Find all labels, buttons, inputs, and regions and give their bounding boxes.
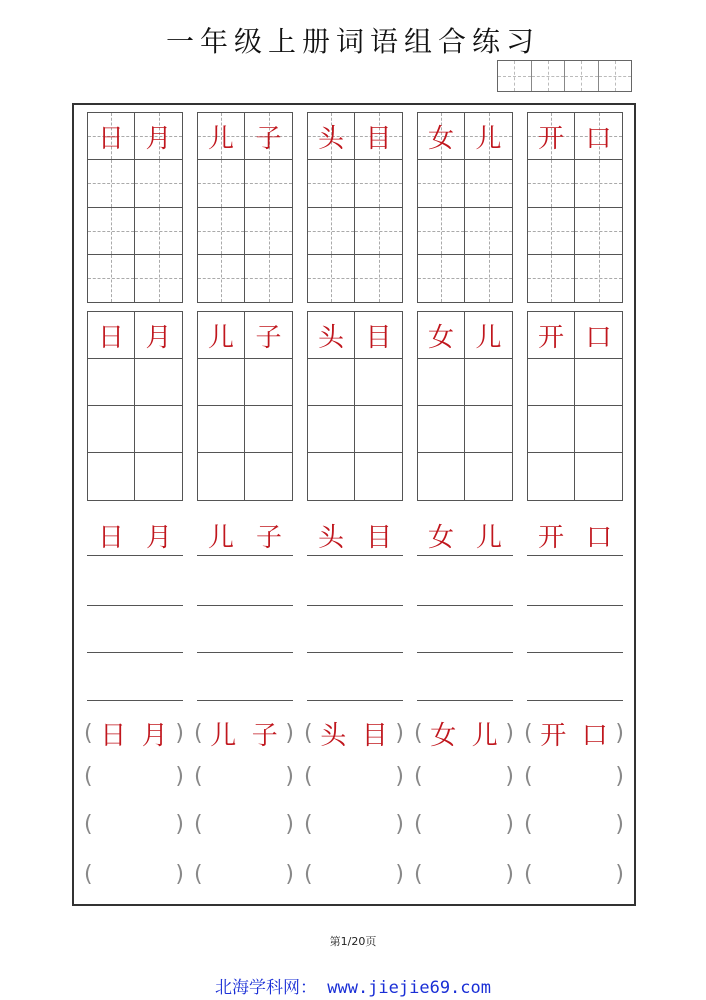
practice-cell[interactable] — [308, 208, 355, 255]
practice-cell[interactable] — [528, 160, 575, 207]
paren-open: ( — [414, 861, 423, 887]
example-char: 口 — [585, 123, 612, 154]
practice-cell[interactable] — [575, 359, 622, 406]
paren-open: ( — [414, 811, 423, 837]
paren-close: ) — [395, 763, 404, 789]
practice-cell[interactable] — [418, 359, 465, 406]
example-char: 儿 — [210, 720, 237, 751]
practice-cell[interactable] — [198, 406, 245, 453]
paren-open: ( — [194, 720, 203, 746]
paren-open: ( — [304, 763, 313, 789]
example-char-cell — [198, 113, 245, 160]
example-char-cell — [418, 312, 465, 359]
paren-blank[interactable] — [194, 856, 294, 892]
practice-cell[interactable] — [418, 406, 465, 453]
writing-line[interactable] — [87, 699, 183, 701]
practice-cell[interactable] — [355, 160, 402, 207]
example-char: 目 — [365, 123, 392, 154]
example-char: 口 — [585, 322, 612, 353]
paren-close: ) — [175, 861, 184, 887]
practice-cell[interactable] — [465, 160, 512, 207]
practice-cell[interactable] — [418, 160, 465, 207]
paren-open: ( — [84, 811, 93, 837]
paren-open: ( — [84, 763, 93, 789]
example-char-cell — [575, 312, 622, 359]
practice-cell[interactable] — [88, 208, 135, 255]
paren-blank[interactable] — [524, 806, 624, 842]
paren-blank[interactable] — [304, 758, 404, 794]
example-char: 开 — [537, 322, 564, 353]
example-char-cell — [88, 113, 135, 160]
example-char: 儿 — [207, 322, 234, 353]
practice-cell[interactable] — [528, 453, 575, 500]
practice-cell[interactable] — [135, 406, 182, 453]
writing-line[interactable] — [197, 699, 293, 701]
example-char: 目 — [365, 322, 392, 353]
paren-close: ) — [615, 861, 624, 887]
practice-cell[interactable] — [575, 453, 622, 500]
practice-cell[interactable] — [418, 208, 465, 255]
paren-close: ) — [175, 763, 184, 789]
practice-cell[interactable] — [198, 453, 245, 500]
paren-close: ) — [615, 763, 624, 789]
practice-cell[interactable] — [135, 255, 182, 302]
writing-line[interactable] — [307, 699, 403, 701]
paren-blank[interactable] — [524, 856, 624, 892]
paren-close: ) — [395, 861, 404, 887]
paren-blank[interactable] — [304, 806, 404, 842]
practice-cell[interactable] — [245, 255, 292, 302]
writing-line[interactable] — [307, 604, 403, 606]
example-char-cell — [528, 312, 575, 359]
practice-cell[interactable] — [308, 406, 355, 453]
paren-open: ( — [414, 720, 423, 746]
paren-open: ( — [524, 861, 533, 887]
paren-open: ( — [84, 720, 93, 746]
paren-blank[interactable] — [524, 758, 624, 794]
paren-close: ) — [615, 720, 624, 746]
practice-cell[interactable] — [308, 453, 355, 500]
practice-cell[interactable] — [308, 255, 355, 302]
practice-cell[interactable] — [245, 359, 292, 406]
practice-cell[interactable] — [355, 255, 402, 302]
paren-content — [203, 715, 286, 752]
score-box — [497, 60, 632, 92]
paren-blank[interactable] — [414, 856, 514, 892]
writing-line[interactable] — [197, 651, 293, 653]
paren-open: ( — [194, 861, 203, 887]
practice-cell[interactable] — [465, 208, 512, 255]
paren-open: ( — [304, 720, 313, 746]
paren-blank[interactable] — [84, 856, 184, 892]
paren-blank[interactable] — [414, 806, 514, 842]
paren-open: ( — [304, 811, 313, 837]
example-char: 女 — [430, 720, 457, 751]
paren-word — [304, 715, 404, 751]
paren-blank[interactable] — [84, 806, 184, 842]
example-char: 儿 — [471, 720, 498, 751]
practice-cell[interactable] — [355, 406, 402, 453]
writing-line[interactable] — [197, 604, 293, 606]
practice-cell[interactable] — [88, 406, 135, 453]
practice-cell[interactable] — [355, 359, 402, 406]
paren-blank[interactable] — [194, 758, 294, 794]
paren-close: ) — [175, 811, 184, 837]
site-footer: 北海学科网： www.jiejie69.com — [215, 978, 491, 998]
paren-blank[interactable] — [194, 806, 294, 842]
tianzige-grid — [527, 112, 623, 303]
example-char-cell — [528, 113, 575, 160]
paren-blank[interactable] — [304, 856, 404, 892]
practice-cell[interactable] — [528, 255, 575, 302]
paren-close: ) — [615, 811, 624, 837]
example-char-cell — [135, 312, 182, 359]
tianzige-grid — [87, 112, 183, 303]
page-title: 一年级上册词语组合练习 — [165, 25, 540, 58]
paren-close: ) — [285, 720, 294, 746]
practice-cell[interactable] — [528, 359, 575, 406]
paren-word — [194, 715, 294, 751]
example-char: 开 — [537, 123, 564, 154]
example-char-cell — [88, 312, 135, 359]
paren-open: ( — [524, 811, 533, 837]
paren-close: ) — [505, 861, 514, 887]
plain-grid — [197, 311, 293, 501]
practice-cell[interactable] — [88, 160, 135, 207]
paren-content — [313, 715, 396, 752]
paren-close: ) — [505, 763, 514, 789]
tianzige-grid — [417, 112, 513, 303]
example-char-cell — [465, 312, 512, 359]
paren-close: ) — [285, 861, 294, 887]
practice-cell[interactable] — [418, 453, 465, 500]
example-char: 子 — [255, 322, 282, 353]
plain-grid — [417, 311, 513, 501]
practice-cell[interactable] — [575, 160, 622, 207]
page-number: 第1/20页 — [329, 935, 377, 948]
paren-close: ) — [505, 720, 514, 746]
paren-open: ( — [194, 811, 203, 837]
paren-open: ( — [194, 763, 203, 789]
example-char: 头 — [317, 522, 344, 553]
example-char: 开 — [540, 720, 567, 751]
practice-cell[interactable] — [418, 255, 465, 302]
paren-close: ) — [395, 720, 404, 746]
practice-cell[interactable] — [135, 208, 182, 255]
practice-cell[interactable] — [465, 255, 512, 302]
practice-cell[interactable] — [528, 208, 575, 255]
paren-open: ( — [84, 861, 93, 887]
paren-word — [84, 715, 184, 751]
paren-open: ( — [304, 861, 313, 887]
practice-cell[interactable] — [528, 406, 575, 453]
writing-line[interactable] — [87, 604, 183, 606]
example-char: 女 — [427, 322, 454, 353]
practice-cell[interactable] — [308, 160, 355, 207]
example-char: 儿 — [475, 322, 502, 353]
paren-close: ) — [505, 811, 514, 837]
paren-content — [533, 715, 616, 752]
paren-close: ) — [285, 811, 294, 837]
practice-cell[interactable] — [465, 359, 512, 406]
paren-blank[interactable] — [414, 758, 514, 794]
example-char: 口 — [581, 720, 608, 751]
example-char-cell — [355, 312, 402, 359]
practice-cell[interactable] — [88, 255, 135, 302]
example-char: 子 — [255, 123, 282, 154]
practice-cell[interactable] — [198, 160, 245, 207]
example-char-cell — [245, 113, 292, 160]
example-char: 儿 — [207, 522, 234, 553]
tianzige-grid — [197, 112, 293, 303]
example-char-cell — [575, 113, 622, 160]
practice-cell[interactable] — [135, 453, 182, 500]
writing-line[interactable] — [87, 651, 183, 653]
practice-cell[interactable] — [198, 208, 245, 255]
practice-cell[interactable] — [355, 208, 402, 255]
example-char: 日 — [100, 720, 127, 751]
example-char: 女 — [427, 123, 454, 154]
practice-cell[interactable] — [575, 406, 622, 453]
underline-word — [527, 515, 623, 556]
paren-word — [414, 715, 514, 751]
practice-cell[interactable] — [135, 359, 182, 406]
practice-cell[interactable] — [355, 453, 402, 500]
example-char-cell — [418, 113, 465, 160]
writing-line[interactable] — [307, 651, 403, 653]
writing-line[interactable] — [417, 604, 513, 606]
paren-open: ( — [524, 763, 533, 789]
paren-word — [524, 715, 624, 751]
example-char: 日 — [97, 322, 124, 353]
example-char: 月 — [145, 123, 172, 154]
example-char: 口 — [585, 522, 612, 553]
plain-grid — [87, 311, 183, 501]
example-char: 月 — [145, 322, 172, 353]
paren-content — [423, 715, 506, 752]
example-char: 儿 — [475, 522, 502, 553]
example-char: 月 — [141, 720, 168, 751]
example-char: 月 — [145, 522, 172, 553]
plain-grid — [527, 311, 623, 501]
paren-blank[interactable] — [84, 758, 184, 794]
writing-line[interactable] — [527, 699, 623, 701]
underline-word — [197, 515, 293, 556]
paren-close: ) — [285, 763, 294, 789]
practice-cell[interactable] — [198, 359, 245, 406]
example-char: 儿 — [475, 123, 502, 154]
example-char: 子 — [251, 720, 278, 751]
example-char: 目 — [365, 522, 392, 553]
writing-line[interactable] — [417, 699, 513, 701]
practice-cell[interactable] — [575, 255, 622, 302]
example-char: 头 — [317, 123, 344, 154]
example-char: 开 — [537, 522, 564, 553]
example-char: 目 — [361, 720, 388, 751]
example-char-cell — [308, 312, 355, 359]
underline-word — [417, 515, 513, 556]
paren-open: ( — [414, 763, 423, 789]
example-char-cell — [198, 312, 245, 359]
paren-open: ( — [524, 720, 533, 746]
example-char: 日 — [97, 123, 124, 154]
example-char: 子 — [255, 522, 282, 553]
practice-cell[interactable] — [245, 208, 292, 255]
example-char-cell — [465, 113, 512, 160]
example-char-cell — [135, 113, 182, 160]
practice-cell[interactable] — [88, 453, 135, 500]
example-char-cell — [355, 113, 402, 160]
tianzige-grid — [307, 112, 403, 303]
example-char: 日 — [97, 522, 124, 553]
practice-cell[interactable] — [245, 453, 292, 500]
writing-line[interactable] — [527, 604, 623, 606]
example-char: 儿 — [207, 123, 234, 154]
practice-cell[interactable] — [575, 208, 622, 255]
practice-cell[interactable] — [135, 160, 182, 207]
practice-cell[interactable] — [245, 160, 292, 207]
paren-close: ) — [395, 811, 404, 837]
underline-word — [307, 515, 403, 556]
writing-line[interactable] — [527, 651, 623, 653]
practice-cell[interactable] — [245, 406, 292, 453]
practice-cell[interactable] — [308, 359, 355, 406]
example-char: 头 — [317, 322, 344, 353]
example-char: 头 — [320, 720, 347, 751]
paren-close: ) — [175, 720, 184, 746]
practice-cell[interactable] — [465, 453, 512, 500]
underline-word — [87, 515, 183, 556]
example-char: 女 — [427, 522, 454, 553]
example-char-cell — [308, 113, 355, 160]
writing-line[interactable] — [417, 651, 513, 653]
paren-content — [93, 715, 176, 752]
practice-cell[interactable] — [88, 359, 135, 406]
practice-cell[interactable] — [465, 406, 512, 453]
example-char-cell — [245, 312, 292, 359]
plain-grid — [307, 311, 403, 501]
practice-cell[interactable] — [198, 255, 245, 302]
